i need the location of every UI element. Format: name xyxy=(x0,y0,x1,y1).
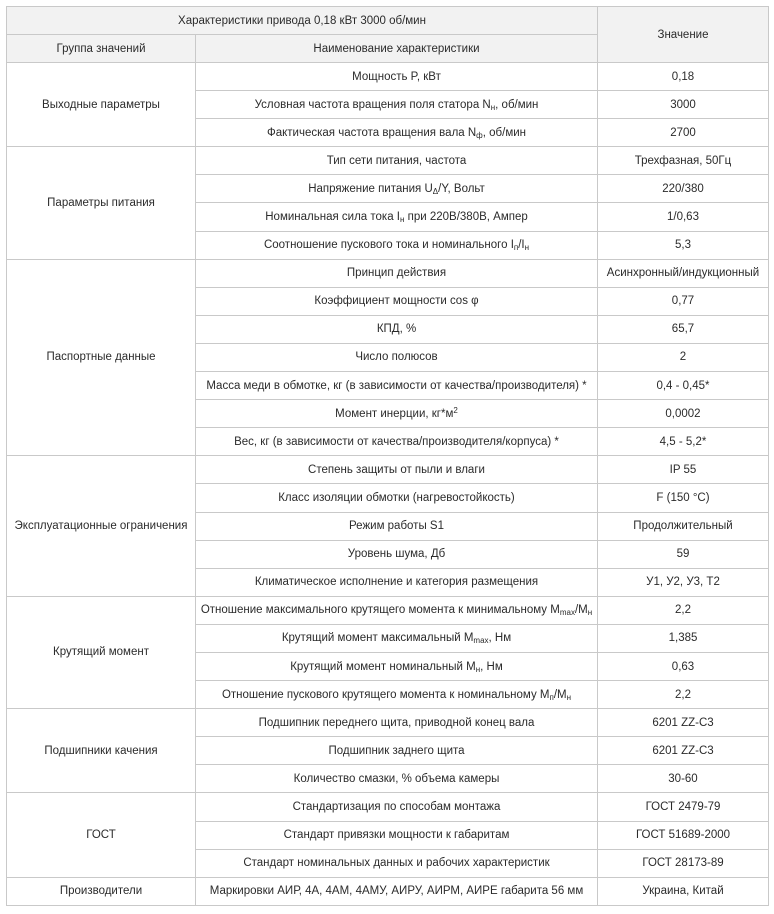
value-cell: 4,5 - 5,2* xyxy=(598,428,769,456)
characteristic-text: Условная частота вращения поля статора N xyxy=(254,98,491,111)
characteristic-cell xyxy=(196,681,598,709)
characteristic-text: Мощность P, кВт xyxy=(352,70,441,83)
group-column-header: Группа значений xyxy=(7,35,196,63)
characteristic-cell xyxy=(196,175,598,203)
characteristic-text: Степень защиты от пыли и влаги xyxy=(308,463,485,476)
value-cell: 65,7 xyxy=(598,315,769,343)
characteristic-cell xyxy=(196,400,598,428)
characteristic-cell xyxy=(196,765,598,793)
value-cell: 0,63 xyxy=(598,652,769,680)
value-cell: Асинхронный/индукционный xyxy=(598,259,769,287)
characteristic-cell xyxy=(196,793,598,821)
characteristic-text: Стандарт привязки мощности к габаритам xyxy=(283,829,510,842)
characteristic-text: Вес, кг (в зависимости от качества/производителя/корпуса) * xyxy=(234,435,559,448)
characteristic-text: /I xyxy=(518,239,525,252)
characteristic-cell xyxy=(196,540,598,568)
value-cell: IP 55 xyxy=(598,456,769,484)
characteristic-text: Режим работы S1 xyxy=(349,520,444,533)
characteristic-text: КПД, % xyxy=(376,323,417,336)
header-row-title xyxy=(7,7,769,35)
value-cell: 0,18 xyxy=(598,63,769,91)
value-cell: 2,2 xyxy=(598,681,769,709)
characteristic-text: Крутящий момент максимальный M xyxy=(281,632,474,645)
value-cell: 30-60 xyxy=(598,765,769,793)
subscript-text: н xyxy=(399,215,405,225)
table-row xyxy=(7,709,769,737)
characteristic-text: Фактическая частота вращения вала N xyxy=(266,126,477,139)
characteristic-text: Стандарт номинальных данных и рабочих характеристик xyxy=(243,857,550,870)
characteristic-cell xyxy=(196,343,598,371)
characteristic-text: Маркировки АИР, 4А, 4АМ, 4АМУ, АИРУ, АИРМ, АИРЕ габарита 56 мм xyxy=(209,885,584,898)
characteristic-cell xyxy=(196,428,598,456)
table-row xyxy=(7,793,769,821)
group-cell: Паспортные данные xyxy=(7,259,196,456)
characteristic-cell xyxy=(196,372,598,400)
characteristic-text: Количество смазки, % объема камеры xyxy=(293,772,500,785)
value-cell: ГОСТ 28173-89 xyxy=(598,849,769,877)
subscript-text: max xyxy=(559,608,575,618)
characteristic-text: Класс изоляции обмотки (нагревостойкость) xyxy=(278,491,515,504)
table-row xyxy=(7,456,769,484)
characteristic-cell xyxy=(196,709,598,737)
value-cell: 5,3 xyxy=(598,231,769,259)
characteristic-cell xyxy=(196,231,598,259)
characteristic-cell xyxy=(196,849,598,877)
value-cell: 0,77 xyxy=(598,287,769,315)
subscript-text: ф xyxy=(476,130,483,140)
group-cell: Крутящий момент xyxy=(7,596,196,708)
name-column-header: Наименование характеристики xyxy=(196,35,598,63)
value-cell: 2700 xyxy=(598,119,769,147)
value-cell: 2,2 xyxy=(598,596,769,624)
characteristic-text: Крутящий момент номинальный M xyxy=(290,660,476,673)
value-cell: F (150 °С) xyxy=(598,484,769,512)
characteristic-cell xyxy=(196,259,598,287)
characteristic-cell xyxy=(196,624,598,652)
subscript-text: max xyxy=(473,636,489,646)
value-cell: 0,4 - 0,45* xyxy=(598,372,769,400)
characteristic-text: Подшипник заднего щита xyxy=(328,744,465,757)
characteristic-text: , об/мин xyxy=(495,98,539,111)
subscript-text: н xyxy=(490,102,496,112)
value-cell: У1, У2, У3, Т2 xyxy=(598,568,769,596)
subscript-text: н xyxy=(587,608,593,618)
characteristic-cell xyxy=(196,821,598,849)
value-cell: Украина, Китай xyxy=(598,877,769,905)
characteristic-cell xyxy=(196,456,598,484)
characteristic-cell xyxy=(196,568,598,596)
value-cell: 1,385 xyxy=(598,624,769,652)
characteristic-text: Номинальная сила тока I xyxy=(265,211,400,224)
characteristic-text: Масса меди в обмотке, кг (в зависимости от качества/производителя) * xyxy=(206,379,587,392)
characteristic-text: Отношение максимального крутящего момента к минимальному M xyxy=(200,604,560,617)
characteristic-text: Отношение пускового крутящего момента к номинальному M xyxy=(221,688,550,701)
superscript-text: 2 xyxy=(453,405,458,415)
characteristic-text: Уровень шума, Дб xyxy=(347,548,446,561)
group-cell: Подшипники качения xyxy=(7,709,196,793)
characteristic-text: Подшипник переднего щита, приводной конец вала xyxy=(258,716,535,729)
table-header xyxy=(7,7,769,63)
characteristic-text: Момент инерции, кг*м xyxy=(335,407,454,420)
value-cell: 220/380 xyxy=(598,175,769,203)
characteristic-cell xyxy=(196,147,598,175)
characteristic-text: при 220В/380В, Ампер xyxy=(404,211,528,224)
characteristic-text: , Нм xyxy=(480,660,503,673)
table-row xyxy=(7,596,769,624)
value-cell: 59 xyxy=(598,540,769,568)
group-cell: Выходные параметры xyxy=(7,63,196,147)
characteristic-cell xyxy=(196,287,598,315)
value-cell: 2 xyxy=(598,343,769,371)
value-cell: Продолжительный xyxy=(598,512,769,540)
value-cell: 0,0002 xyxy=(598,400,769,428)
value-column-header: Значение xyxy=(598,7,769,63)
value-cell: 6201 ZZ-C3 xyxy=(598,737,769,765)
table-row xyxy=(7,259,769,287)
value-cell: 6201 ZZ-C3 xyxy=(598,709,769,737)
characteristic-text: /M xyxy=(553,688,567,701)
characteristic-text: Напряжение питания U xyxy=(308,182,433,195)
characteristic-cell xyxy=(196,315,598,343)
characteristic-text: /M xyxy=(574,604,588,617)
subscript-text: н xyxy=(566,692,572,702)
table-row xyxy=(7,147,769,175)
characteristic-cell xyxy=(196,203,598,231)
characteristic-text: Стандартизация по способам монтажа xyxy=(292,800,501,813)
value-cell: Трехфазная, 50Гц xyxy=(598,147,769,175)
characteristic-text: Соотношение пускового тока и номинального I xyxy=(263,239,514,252)
characteristic-cell xyxy=(196,877,598,905)
subscript-text: н xyxy=(475,664,481,674)
subscript-text: п xyxy=(513,243,519,253)
subscript-text: н xyxy=(524,243,530,253)
group-cell: ГОСТ xyxy=(7,793,196,877)
characteristic-cell xyxy=(196,119,598,147)
table-row xyxy=(7,877,769,905)
characteristic-text: , об/мин xyxy=(482,126,527,139)
table-title: Характеристики привода 0,18 кВт 3000 об/мин xyxy=(7,7,598,35)
characteristic-text: /Y, Вольт xyxy=(438,182,485,195)
subscript-text: Δ xyxy=(432,186,439,196)
characteristic-cell xyxy=(196,652,598,680)
table-row xyxy=(7,63,769,91)
value-cell: ГОСТ 2479-79 xyxy=(598,793,769,821)
subscript-text: п xyxy=(549,692,554,702)
characteristic-cell xyxy=(196,63,598,91)
characteristic-cell xyxy=(196,737,598,765)
characteristic-text: Число полюсов xyxy=(355,351,438,364)
specifications-table xyxy=(6,6,769,906)
group-cell: Производители xyxy=(7,877,196,905)
characteristic-cell xyxy=(196,91,598,119)
characteristic-cell xyxy=(196,596,598,624)
characteristic-text: Принцип действия xyxy=(346,267,447,280)
value-cell: ГОСТ 51689-2000 xyxy=(598,821,769,849)
characteristic-text: , Нм xyxy=(488,632,512,645)
characteristic-cell xyxy=(196,484,598,512)
characteristic-text: Климатическое исполнение и категория размещения xyxy=(254,576,539,589)
value-cell: 3000 xyxy=(598,91,769,119)
characteristic-text: Тип сети питания, частота xyxy=(326,154,467,167)
value-cell: 1/0,63 xyxy=(598,203,769,231)
table-body xyxy=(7,63,769,906)
group-cell: Параметры питания xyxy=(7,147,196,259)
characteristic-cell xyxy=(196,512,598,540)
characteristic-text: Коэффициент мощности cos φ xyxy=(314,295,479,308)
group-cell: Эксплуатационные ограничения xyxy=(7,456,196,596)
